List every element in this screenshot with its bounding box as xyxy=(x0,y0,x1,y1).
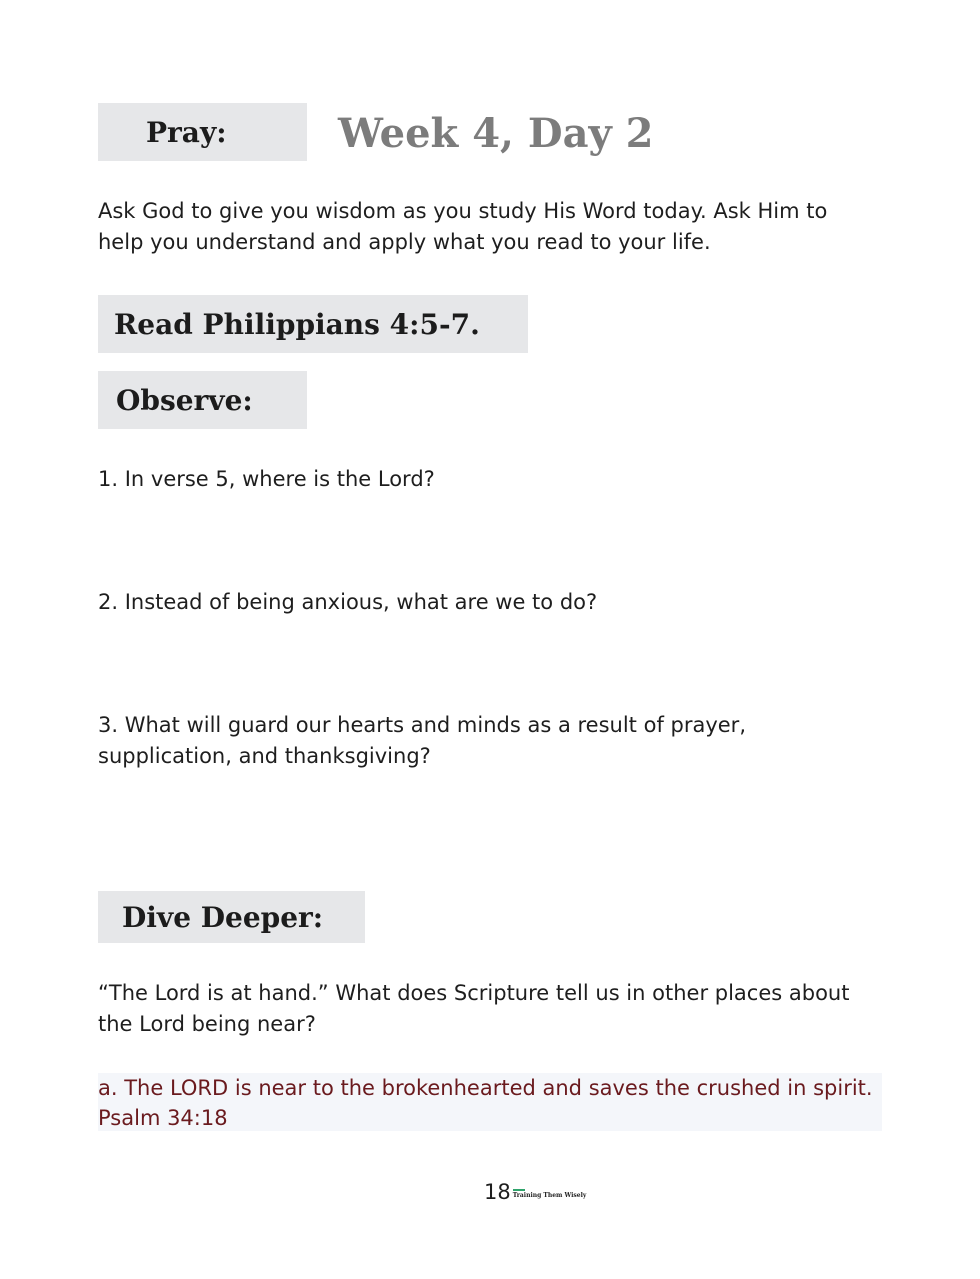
observe-question-2: 2. Instead of being anxious, what are we to do? xyxy=(98,590,598,614)
pray-label-text: Pray: xyxy=(146,115,227,149)
observe-label-text: Observe: xyxy=(116,383,253,417)
dive-deeper-label xyxy=(98,891,365,943)
observe-question-3: 3. What will guard our hearts and minds as a result of prayer, supplication, and thanksgiving? xyxy=(98,713,746,768)
answer-line-1: a. The LORD is near to the brokenhearted and saves the crushed in spirit. xyxy=(98,1076,873,1100)
dive-deeper-answer-field[interactable] xyxy=(98,1073,882,1131)
page-footer xyxy=(484,1178,586,1206)
answer-line-2: Psalm 34:18 xyxy=(98,1106,228,1130)
brand-logo xyxy=(513,1186,587,1199)
observe-label xyxy=(98,371,307,429)
read-passage-text: Read Philippians 4:5-7. xyxy=(114,307,480,341)
pray-label xyxy=(98,103,307,161)
page-title: Week 4, Day 2 xyxy=(338,110,654,157)
page-number: 18 xyxy=(484,1180,511,1204)
dive-deeper-label-text: Dive Deeper: xyxy=(122,900,324,934)
brand-logo-text: Training Them Wisely xyxy=(512,1191,587,1199)
observe-question-1: 1. In verse 5, where is the Lord? xyxy=(98,467,435,491)
brand-accent-bar xyxy=(513,1189,525,1191)
read-passage-label xyxy=(98,295,528,353)
prayer-instructions: Ask God to give you wisdom as you study His Word today. Ask Him to help you understand and apply what you read to your life. xyxy=(98,199,828,254)
dive-deeper-question: “The Lord is at hand.” What does Scripture tell us in other places about the Lord being near? xyxy=(98,981,850,1036)
